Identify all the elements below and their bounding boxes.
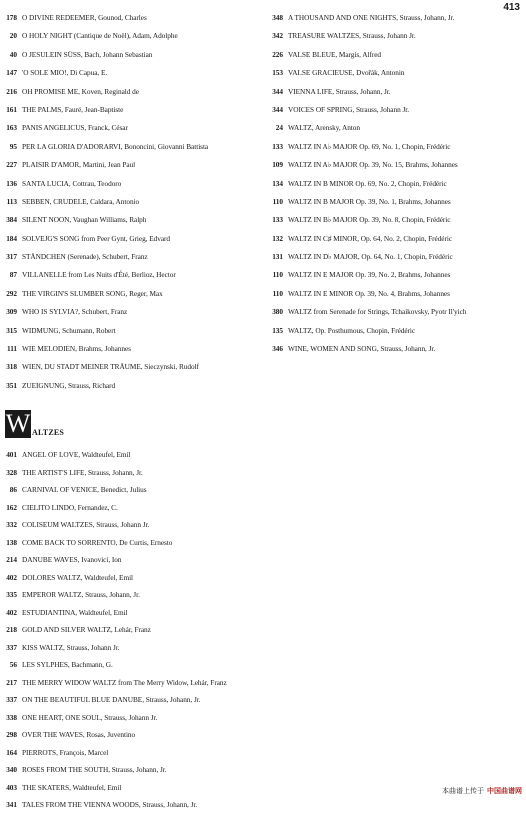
entry-page-number: 402 [6, 607, 17, 617]
index-entry [0, 362, 260, 380]
entry-page-number: 138 [6, 537, 17, 547]
entry-title: VALSE BLEUE, Margis, Alfred [288, 49, 382, 59]
index-entry [0, 800, 260, 818]
entry-page-number: 318 [6, 362, 17, 372]
index-entry [266, 179, 526, 197]
entry-page-number: 342 [272, 31, 283, 41]
index-entry [0, 695, 260, 713]
entry-page-number: 161 [6, 104, 17, 114]
entry-page-number: 163 [6, 123, 17, 133]
index-entry [0, 713, 260, 731]
entry-title: ONE HEART, ONE SOUL, Strauss, Johann Jr. [22, 712, 158, 722]
index-entry [0, 160, 260, 178]
index-entry [266, 105, 526, 123]
entry-page-number: 344 [272, 86, 283, 96]
index-entry [0, 215, 260, 233]
footer-site-name: 中国曲谱网 [487, 787, 522, 795]
index-entry [0, 252, 260, 270]
index-entry [266, 344, 526, 362]
index-entry [0, 31, 260, 49]
entry-title: O JESULEIN SÜSS, Bach, Johann Sebastian [22, 49, 153, 59]
index-entry [0, 105, 260, 123]
entry-title: 'O SOLE MIO!, Di Capua, E. [22, 68, 108, 78]
entry-page-number: 328 [6, 467, 17, 477]
entry-title: WALTZ from Serenade for Strings, Tchaikovsky, Pyotr Il'yich [288, 307, 467, 317]
index-entry [0, 307, 260, 325]
entry-title: WALTZ IN B MAJOR Op. 39, No. 1, Brahms, Johannes [288, 196, 451, 206]
index-entry [0, 468, 260, 486]
entry-title: WALTZ IN E MAJOR Op. 39, No. 2, Brahms, Johannes [288, 270, 451, 280]
entry-page-number: 87 [9, 270, 17, 280]
entry-title: GOLD AND SILVER WALTZ, Lehár, Franz [22, 625, 151, 634]
entry-title: ZUEIGNUNG, Strauss, Richard [22, 380, 116, 390]
entry-page-number: 110 [272, 270, 283, 280]
index-entry [0, 643, 260, 661]
footer-watermark [442, 786, 522, 796]
entry-page-number: 332 [6, 520, 17, 529]
entry-page-number: 340 [6, 765, 17, 774]
entry-page-number: 110 [272, 196, 283, 206]
index-entry [266, 270, 526, 288]
entry-title: A THOUSAND AND ONE NIGHTS, Strauss, Johann, Jr. [288, 13, 455, 22]
entry-title: CIELITO LINDO, Fernandez, C. [22, 502, 118, 512]
entry-title: O DIVINE REDEEMER, Gounod, Charles [22, 13, 147, 22]
entry-page-number: 292 [6, 288, 17, 298]
entry-title: WHO IS SYLVIA?, Schubert, Franz [22, 307, 128, 317]
entry-title: COLISEUM WALTZES, Strauss, Johann Jr. [22, 520, 150, 529]
entry-page-number: 184 [6, 233, 17, 243]
entry-title: DANUBE WAVES, Ivanovici, Ion [22, 555, 122, 564]
index-entry [0, 326, 260, 344]
entry-page-number: 113 [6, 196, 17, 206]
entry-title: O HOLY NIGHT (Cantique de Noël), Adam, Adolphe [22, 31, 178, 41]
entry-title: LES SYLPHES, Bachmann, G. [22, 660, 113, 669]
entry-title: ANGEL OF LOVE, Waldteufel, Emil [22, 450, 131, 459]
entry-page-number: 134 [272, 178, 283, 188]
entry-page-number: 95 [9, 141, 17, 151]
index-entry [0, 179, 260, 197]
entry-page-number: 20 [9, 31, 17, 41]
entry-title: SILENT NOON, Vaughan Williams, Ralph [22, 215, 147, 225]
index-entry [0, 660, 260, 678]
entry-page-number: 298 [6, 730, 17, 739]
entry-title: SEBBEN, CRUDELE, Caldara, Antonio [22, 196, 140, 206]
entry-page-number: 227 [6, 160, 17, 170]
entry-page-number: 147 [6, 68, 17, 78]
entry-title: STÄNDCHEN (Serenade), Schubert, Franz [22, 252, 148, 262]
index-entry [0, 625, 260, 643]
index-entry [0, 87, 260, 105]
entry-title: THE MERRY WIDOW WALTZ from The Merry Widow, Lehár, Franz [22, 677, 227, 687]
entry-page-number: 346 [272, 344, 283, 354]
index-entry [266, 197, 526, 215]
entry-title: THE PALMS, Fauré, Jean-Baptiste [22, 104, 124, 114]
index-entry [0, 13, 260, 31]
entry-page-number: 315 [6, 325, 17, 335]
waltzes-list [0, 450, 260, 818]
index-entry [0, 289, 260, 307]
entry-title: WIEN, DU STADT MEINER TRÄUME, Sieczynski, Rudolf [22, 362, 199, 372]
entry-title: THE VIRGIN'S SLUMBER SONG, Reger, Max [22, 288, 163, 298]
entry-title: WALTZ IN A♭ MAJOR Op. 39, No. 15, Brahms, Johannes [288, 160, 458, 170]
entry-title: PIERROTS, François, Marcel [22, 747, 109, 757]
index-entry [0, 730, 260, 748]
index-entry [0, 50, 260, 68]
entry-title: SOLVEJG'S SONG from Peer Gynt, Grieg, Edvard [22, 233, 171, 243]
entry-title: OVER THE WAVES, Rosas, Juventino [22, 730, 136, 739]
entry-page-number: 86 [9, 485, 17, 494]
entry-page-number: 110 [272, 288, 283, 298]
index-entry [0, 344, 260, 362]
index-entry [0, 68, 260, 86]
entry-title: THE SKATERS, Waldteufel, Emil [22, 782, 122, 792]
entry-page-number: 351 [6, 380, 17, 390]
entry-title: TREASURE WALTZES, Strauss, Johann Jr. [288, 31, 416, 41]
entry-title: WALTZ IN B MINOR Op. 69, No. 2, Chopin, Frédéric [288, 178, 447, 188]
index-entry [0, 450, 260, 468]
entry-page-number: 136 [6, 178, 17, 188]
index-entry [0, 142, 260, 160]
index-entry [0, 555, 260, 573]
entry-title: PLAISIR D'AMOR, Martini, Jean Paul [22, 160, 136, 170]
entry-title: WALTZ IN A♭ MAJOR Op. 69, No. 1, Chopin, Frédéric [288, 141, 451, 151]
entry-title: SANTA LUCIA, Cottrau, Teodoro [22, 178, 122, 188]
entry-title: VILLANELLE from Les Nuits d'Été, Berlioz, Hector [22, 270, 176, 280]
index-entry [0, 538, 260, 556]
page-number: 413 [503, 2, 520, 13]
entry-page-number: 348 [272, 13, 283, 22]
index-entry [0, 197, 260, 215]
index-entry [266, 13, 526, 31]
index-entry [0, 520, 260, 538]
entry-title: ON THE BEAUTIFUL BLUE DANUBE, Strauss, Johann, Jr. [22, 695, 201, 704]
entry-page-number: 131 [272, 252, 283, 262]
index-entry [0, 485, 260, 503]
index-entry [0, 783, 260, 801]
index-entry [266, 142, 526, 160]
entry-page-number: 218 [6, 625, 17, 634]
index-entry [0, 765, 260, 783]
entry-page-number: 178 [6, 13, 17, 22]
entry-title: EMPEROR WALTZ, Strauss, Johann, Jr. [22, 590, 140, 599]
index-entry [0, 270, 260, 288]
entry-page-number: 402 [6, 572, 17, 582]
left-column-list [0, 13, 260, 399]
entry-title: WIDMUNG, Schumann, Robert [22, 325, 116, 335]
entry-title: WIE MELODIEN, Brahms, Johannes [22, 344, 131, 354]
entry-page-number: 401 [6, 450, 17, 459]
entry-page-number: 344 [272, 104, 283, 114]
entry-page-number: 153 [272, 68, 283, 78]
entry-title: VIENNA LIFE, Strauss, Johann, Jr. [288, 86, 391, 96]
entry-page-number: 133 [272, 141, 283, 151]
entry-page-number: 111 [7, 344, 17, 354]
entry-page-number: 337 [6, 695, 17, 704]
entry-page-number: 384 [6, 215, 17, 225]
index-entry [266, 68, 526, 86]
index-entry [0, 590, 260, 608]
entry-title: THE ARTIST'S LIFE, Strauss, Johann, Jr. [22, 467, 143, 477]
entry-page-number: 40 [9, 49, 17, 59]
index-entry [266, 123, 526, 141]
entry-page-number: 216 [6, 86, 17, 96]
entry-page-number: 133 [272, 215, 283, 225]
entry-page-number: 132 [272, 233, 283, 243]
entry-title: DOLORES WALTZ, Waldteufel, Emil [22, 572, 134, 582]
index-entry [266, 215, 526, 233]
index-entry [266, 160, 526, 178]
entry-page-number: 317 [6, 252, 17, 262]
index-entry [0, 123, 260, 141]
entry-title: PER LA GLORIA D'ADORARVI, Bononcini, Giovanni Battista [22, 141, 209, 151]
entry-page-number: 217 [6, 677, 17, 687]
entry-title: WALTZ IN E MINOR Op. 39, No. 4, Brahms, Johannes [288, 288, 450, 298]
entry-page-number: 56 [9, 660, 17, 669]
entry-page-number: 24 [275, 123, 283, 133]
entry-title: COME BACK TO SORRENTO, De Curtis, Ernesto [22, 537, 173, 547]
entry-page-number: 337 [6, 642, 17, 652]
entry-title: VOICES OF SPRING, Strauss, Johann Jr. [288, 104, 409, 114]
entry-title: WALTZ IN C♯ MINOR, Op. 64, No. 2, Chopin, Frédéric [288, 233, 453, 243]
entry-page-number: 214 [6, 555, 17, 564]
index-entry [266, 307, 526, 325]
entry-page-number: 341 [6, 800, 17, 809]
entry-page-number: 135 [272, 325, 283, 335]
entry-page-number: 226 [272, 49, 283, 59]
right-column-list [266, 13, 526, 362]
entry-title: KISS WALTZ, Strauss, Johann Jr. [22, 642, 120, 652]
entry-title: WALTZ, Op. Posthumous, Chopin, Frédéric [288, 325, 416, 335]
entry-page-number: 335 [6, 590, 17, 599]
entry-page-number: 162 [6, 502, 17, 512]
section-heading-waltzes [5, 408, 64, 438]
entry-title: PANIS ANGELICUS, Franck, César [22, 123, 128, 133]
index-entry [266, 234, 526, 252]
section-heading-text: ALTZES [32, 428, 65, 437]
index-entry [0, 748, 260, 766]
entry-page-number: 164 [6, 747, 17, 757]
entry-page-number: 338 [6, 712, 17, 722]
index-entry [0, 573, 260, 591]
index-entry [266, 50, 526, 68]
index-entry [266, 326, 526, 344]
entry-title: OH PROMISE ME, Koven, Reginald de [22, 86, 139, 96]
index-entry [0, 503, 260, 521]
index-entry [266, 31, 526, 49]
index-entry [0, 234, 260, 252]
footer-text: 本曲谱上传于 [442, 787, 484, 795]
entry-title: ESTUDIANTINA, Waldteufel, Emil [22, 607, 128, 617]
entry-page-number: 380 [272, 307, 283, 317]
index-entry [0, 608, 260, 626]
index-entry [0, 678, 260, 696]
index-entry [266, 289, 526, 307]
entry-title: WALTZ IN B♭ MAJOR Op. 39, No. 8, Chopin, Frédéric [288, 215, 451, 225]
index-entry [266, 87, 526, 105]
drop-cap-letter: W [5, 409, 31, 438]
entry-title: WALTZ IN D♭ MAJOR, Op. 64, No. 1, Chopin, Frédéric [288, 252, 453, 262]
entry-title: WALTZ, Arensky, Anton [288, 123, 360, 133]
entry-page-number: 109 [272, 160, 283, 170]
entry-title: WINE, WOMEN AND SONG, Strauss, Johann, Jr. [288, 344, 436, 354]
index-entry [266, 252, 526, 270]
entry-title: CARNIVAL OF VENICE, Benedict, Julius [22, 485, 147, 494]
entry-title: TALES FROM THE VIENNA WOODS, Strauss, Johann, Jr. [22, 800, 198, 809]
index-entry [0, 381, 260, 399]
entry-page-number: 309 [6, 307, 17, 317]
entry-title: VALSE GRACIEUSE, Dvořák, Antonin [288, 68, 405, 78]
entry-page-number: 403 [6, 782, 17, 792]
entry-title: ROSES FROM THE SOUTH, Strauss, Johann, Jr. [22, 765, 167, 774]
